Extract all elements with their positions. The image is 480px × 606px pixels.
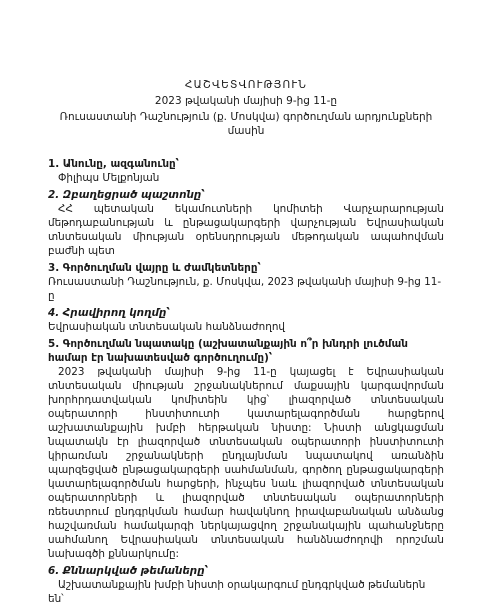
section-position — [48, 188, 444, 258]
section-topics — [48, 564, 444, 606]
section-heading: 5. Գործուղման նպատակը (աշխատանքային ո՞ր խնդրի լուծման համար էր նախատեսված գործուղումը)՝ — [48, 338, 408, 364]
section-heading: 3. Գործուղման վայրը և ժամկետները՝ — [48, 262, 261, 274]
section-value: Աշխատանքային խմբի նիստի օրակարգում ընդգրկված թեմաներն են՝ — [48, 579, 426, 605]
section-value: ՀՀ պետական եկամուտների կոմիտեի Վարչարարության մեթոդաբանության և ընթացակարգերի վարչության Եվրասիական տնտեսական միության օրենսդրության մեթոդական ապահովման բաժնի պետ — [48, 203, 444, 257]
section-inviting-party — [48, 306, 444, 334]
section-heading: 1. Անունը, ազգանունը՝ — [48, 158, 179, 170]
section-heading: 4. Հրավիրող կողմը՝ — [48, 307, 170, 319]
section-value: 2023 թվականի մայիսի 9-ից 11-ը կայացել է Եվրասիական տնտեսական միության շրջանակներում մաքսային կարգավորման խորհրդատվական կոմիտեին կից՝ լիազորված տնտեսական օպերատորի ինստիտուտի կատարելագործման հարցերով աշխատանքային խմբի հերթական նիստը: Նիստի անցկացման նպատակն էր լիազորված տնտեսական օպերատորի ինստիտուտի կիրառման շրջանակների ընդլայնման նպատակով առանձին պարզեցված ընթացակարգերի սահմանման, գործող ընթացակարգերի կատարելագործման հարցերի, ինչպես նաև լիազորված տնտեսական օպերատորների և լիազորված տնտեսական օպերատորների ռեեստրում ընդգրկման համար հավակնող իրավաբանական անձանց հաշվառման համակարգի ներկայացվող շրջանակային պահանջները սահմանող Եվրասիական տնտեսական հանձնաժողովի որոշման նախագծի քննարկումը: — [48, 366, 444, 560]
section-name — [48, 157, 444, 185]
section-value: Ռուսաստանի Դաշնություն, ք. Մոսկվա, 2023 թվականի մայիսի 9-ից 11-ը — [48, 276, 442, 302]
section-heading: 6. Քննարկված թեմաները՝ — [48, 565, 209, 577]
section-heading: 2. Զբաղեցրած պաշտոնը՝ — [48, 189, 205, 201]
document-subtitle-date: 2023 թվականի մայիսի 9-ից 11-ը — [154, 95, 338, 107]
document-subtitle-topic: Ռուսաստանի Դաշնություն (ք. Մոսկվա) գործուղման արդյունքների մասին — [59, 111, 433, 137]
section-value: Եվրասիական տնտեսական հանձնաժողով — [48, 321, 285, 333]
section-value: Փիլիպս Մելքոնյան — [58, 172, 160, 184]
section-purpose — [48, 337, 444, 561]
section-place-dates — [48, 261, 444, 303]
document-title: ՀԱՇՎԵՏՎՈՒԹՅՈՒՆ — [184, 79, 308, 91]
